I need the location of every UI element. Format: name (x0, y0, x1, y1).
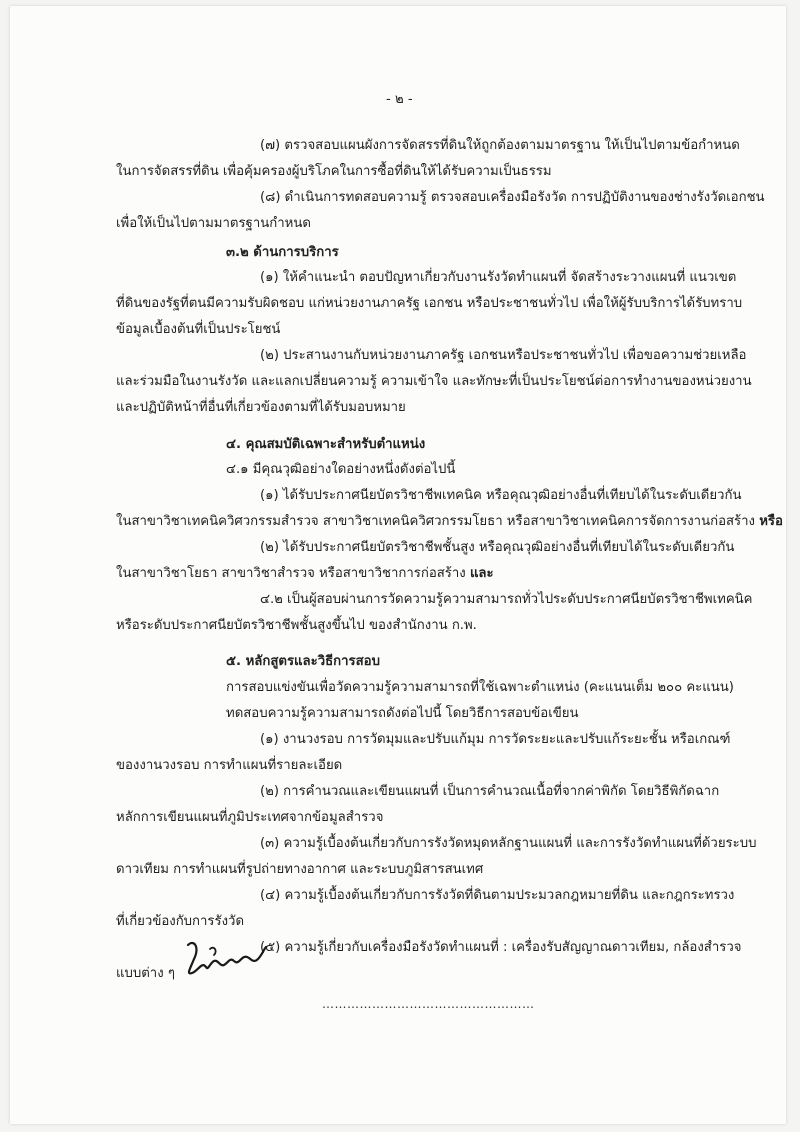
exam-intro-line2: ทดสอบความรู้ความสามารถดังต่อไปนี้ โดยวิธีการสอบข้อเขียน (226, 706, 579, 721)
exam-item-3-line1: (๓) ความรู้เบื้องต้นเกี่ยวกับการรังวัดหมุดหลักฐานแผนที่ และการรังวัดทำแผนที่ด้วยระบบ (260, 836, 757, 851)
page-number: - ๒ - (386, 92, 413, 107)
heading-3-2: ๓.๒ ด้านการบริการ (226, 245, 339, 260)
item-7-line2: ในการจัดสรรที่ดิน เพื่อคุ้มครองผู้บริโภคในการซื้อที่ดินให้ได้รับความเป็นธรรม (116, 164, 552, 179)
service-item-2-line3: และปฏิบัติหน้าที่อื่นที่เกี่ยวข้องตามที่ได้รับมอบหมาย (116, 400, 406, 415)
item-8-line1: (๘) ดำเนินการทดสอบความรู้ ตรวจสอบเครื่องมือรังวัด การปฏิบัติงานของช่างรังวัดเอกชน (260, 190, 765, 205)
qual-item-1-text: ในสาขาวิชาเทคนิควิศวกรรมสำรวจ สาขาวิชาเทคนิควิศวกรรมโยธา หรือสาขาวิชาเทคนิคการจัดการงานก่อสร้าง (116, 514, 755, 529)
exam-item-4-line2: ที่เกี่ยวข้องกับการรังวัด (116, 914, 245, 929)
qual-item-2-line2 (116, 564, 494, 584)
conjunction-or: หรือ (759, 514, 783, 529)
service-item-2-line2: และร่วมมือในงานรังวัด และแลกเปลี่ยนความรู้ ความเข้าใจ และทักษะที่เป็นประโยชน์ต่อการทำงานของหน่วยงาน (116, 374, 752, 389)
qual-item-2-line1: (๒) ได้รับประกาศนียบัตรวิชาชีพชั้นสูง หรือคุณวุฒิอย่างอื่นที่เทียบได้ในระดับเดียวกัน (260, 540, 735, 555)
exam-item-1-line2: ของงานวงรอบ การทำแผนที่รายละเอียด (116, 758, 343, 773)
exam-item-2-line2: หลักการเขียนแผนที่ภูมิประเทศจากข้อมูลสำรวจ (116, 810, 384, 825)
qual-item-1-line1: (๑) ได้รับประกาศนียบัตรวิชาชีพเทคนิค หรือคุณวุฒิอย่างอื่นที่เทียบได้ในระดับเดียวกัน (260, 488, 742, 503)
exam-item-4-line1: (๔) ความรู้เบื้องต้นเกี่ยวกับการรังวัดที่ดินตามประมวลกฎหมายที่ดิน และกฎกระทรวง (260, 888, 735, 903)
exam-item-5-line2: แบบต่าง ๆ (116, 966, 175, 981)
heading-4: ๔. คุณสมบัติเฉพาะสำหรับตำแหน่ง (226, 437, 426, 452)
qual-item-1-line2 (116, 512, 783, 532)
item-8-line2: เพื่อให้เป็นไปตามมาตรฐานกำหนด (116, 216, 311, 231)
service-item-2-line1: (๒) ประสานงานกับหน่วยงานภาครัฐ เอกชนหรือประชาชนทั่วไป เพื่อขอความช่วยเหลือ (260, 348, 747, 363)
qual-4-1: ๔.๑ มีคุณวุฒิอย่างใดอย่างหนึ่งดังต่อไปนี้ (226, 462, 456, 477)
service-item-1-line3: ข้อมูลเบื้องต้นที่เป็นประโยชน์ (116, 322, 281, 337)
service-item-1-line1: (๑) ให้คำแนะนำ ตอบปัญหาเกี่ยวกับงานรังวัดทำแผนที่ จัดสร้างระวางแผนที่ แนวเขต (260, 270, 737, 285)
exam-item-2-line1: (๒) การคำนวณและเขียนแผนที่ เป็นการคำนวณเนื้อที่จากค่าพิกัด โดยวิธีพิกัดฉาก (260, 784, 720, 799)
qual-item-2-text: ในสาขาวิชาโยธา สาขาวิชาสำรวจ หรือสาขาวิชาการก่อสร้าง (116, 566, 466, 581)
conjunction-and: และ (469, 566, 494, 581)
item-7-line1: (๗) ตรวจสอบแผนผังการจัดสรรที่ดินให้ถูกต้องตามมาตรฐาน ให้เป็นไปตามข้อกำหนด (260, 138, 740, 153)
exam-item-5-line1: (๕) ความรู้เกี่ยวกับเครื่องมือรังวัดทำแผนที่ : เครื่องรับสัญญาณดาวเทียม, กล้องสำรวจ (260, 940, 742, 955)
exam-item-1-line1: (๑) งานวงรอบ การวัดมุมและปรับแก้มุม การวัดระยะและปรับแก้ระยะชั้น หรือเกณฑ์ (260, 732, 731, 747)
exam-item-3-line2: ดาวเทียม การทำแผนที่รูปถ่ายทางอากาศ และระบบภูมิสารสนเทศ (116, 862, 484, 877)
qual-4-2-line1: ๔.๒ เป็นผู้สอบผ่านการวัดความรู้ความสามารถทั่วไประดับประกาศนียบัตรวิชาชีพเทคนิค (260, 592, 753, 607)
service-item-1-line2: ที่ดินของรัฐที่ตนมีความรับผิดชอบ แก่หน่วยงานภาครัฐ เอกชน หรือประชาชนทั่วไป เพื่อให้ผู้รับบริการได้รับทราบ (116, 296, 743, 311)
heading-5: ๕. หลักสูตรและวิธีการสอบ (226, 654, 380, 669)
footer-dotted-line: …………………………………………… (322, 997, 535, 1011)
handwritten-signature (180, 937, 270, 982)
exam-intro-line1: การสอบแข่งขันเพื่อวัดความรู้ความสามารถที่ใช้เฉพาะตำแหน่ง (คะแนนเต็ม ๒๐๐ คะแนน) (226, 680, 734, 695)
qual-4-2-line2: หรือระดับประกาศนียบัตรวิชาชีพชั้นสูงขึ้นไป ของสำนักงาน ก.พ. (116, 618, 477, 633)
